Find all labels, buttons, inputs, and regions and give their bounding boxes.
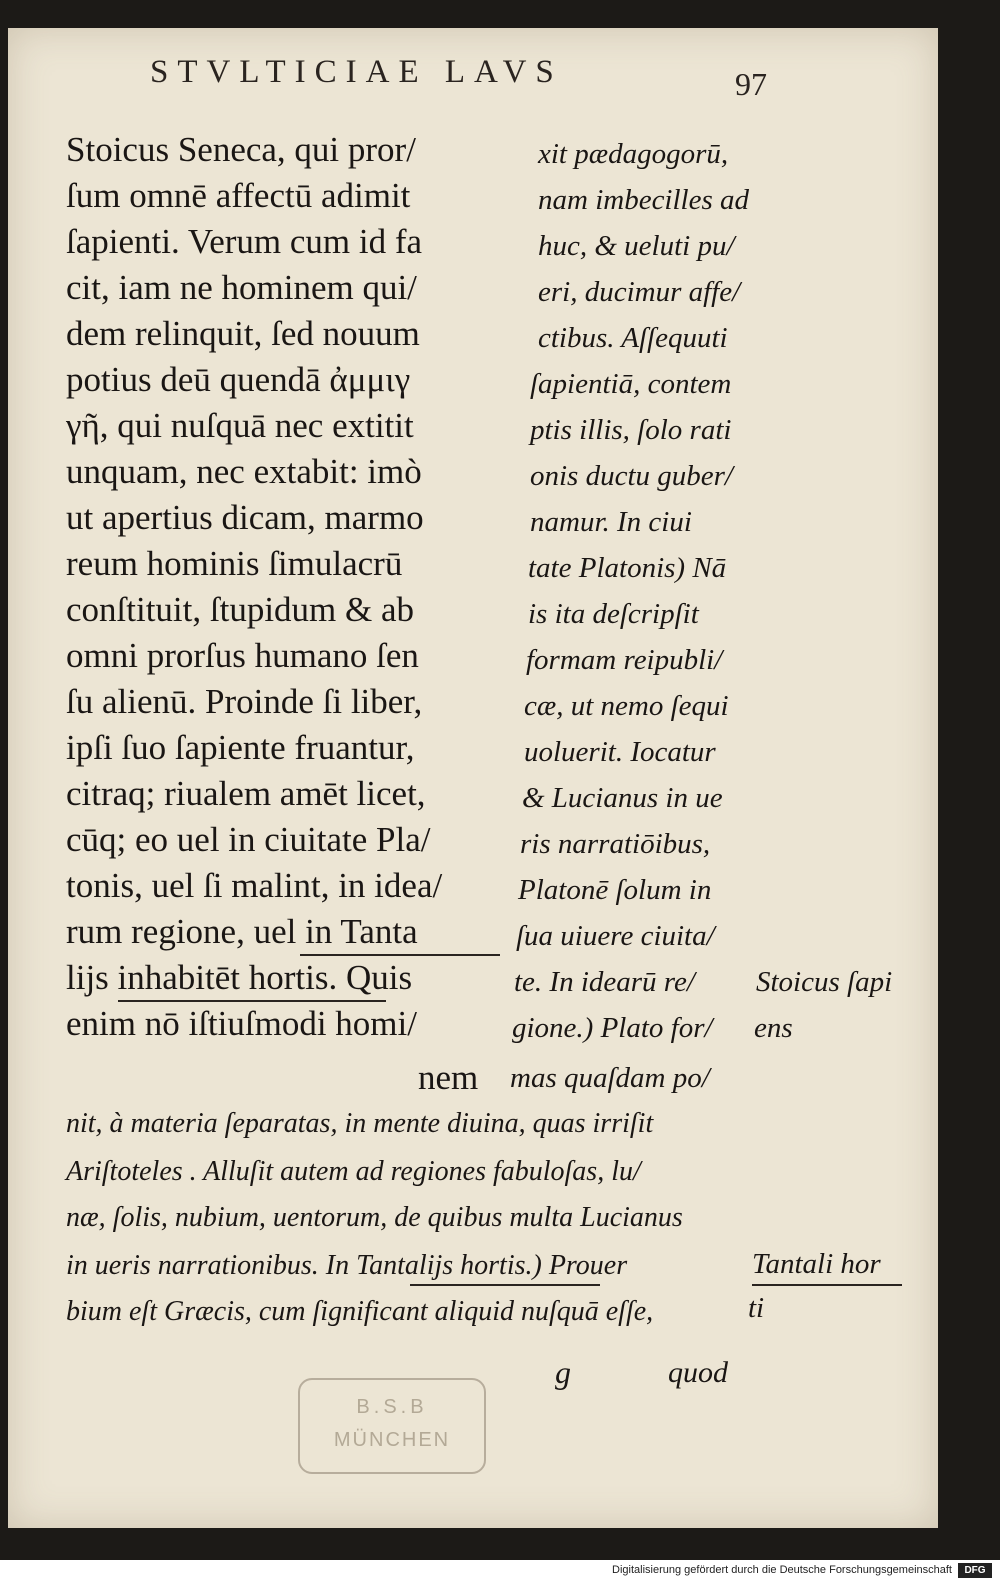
handwritten-underline (118, 1000, 386, 1002)
gloss-line: is ita deſcripſit (528, 598, 699, 630)
main-line: omni prorſus humano ſen (66, 636, 419, 675)
gloss-line: ſua uiuere ciuita/ (516, 920, 715, 952)
main-line: Stoicus Seneca, qui pror/ (66, 130, 416, 169)
footer-line: in ueris narrationibus. In Tantalijs hortis.) Prouer (66, 1250, 628, 1281)
gloss-line: onis ductu guber/ (530, 460, 733, 492)
main-line: citraq; riualem amēt licet, (66, 774, 426, 813)
main-line: rum regione, uel in Tanta (66, 912, 418, 951)
gloss-line: te. In idearū re/ (514, 966, 695, 998)
signature-mark: g (555, 1354, 571, 1390)
gloss-line: nam imbecilles ad (538, 184, 750, 216)
main-line: dem relinquit, ſed nouum (66, 314, 420, 353)
main-line: tonis, uel ſi malint, in idea/ (66, 866, 443, 905)
gloss-line: tate Platonis) Nā (528, 552, 727, 584)
main-line: γῆ, qui nuſquā nec extitit (66, 406, 414, 445)
stamp-line: MÜNCHEN (333, 1429, 451, 1451)
main-line: potius deū quendā ἀμμιγ (66, 360, 411, 399)
gloss-line: formam reipubli/ (526, 644, 723, 676)
main-line: conſtituit, ſtupidum & ab (66, 590, 415, 629)
gloss-line: ctibus. Aſſequuti (538, 322, 728, 354)
gloss-line: uoluerit. Iocatur (524, 736, 716, 768)
main-line: lijs inhabitēt hortis. Quis (66, 958, 413, 997)
margin-note: Stoicus ſapi (756, 966, 893, 998)
main-line: reum hominis ſimulacrū (66, 544, 403, 583)
footer-line: bium eſt Græcis, cum ſignificant aliquid nuſquā eſſe, (66, 1296, 654, 1327)
gloss-line: gione.) Plato for/ (512, 1012, 713, 1044)
main-line: enim nō iſtiuſmodi homi/ (66, 1004, 417, 1043)
main-line: nem (418, 1058, 479, 1097)
page-number: 97 (735, 66, 767, 102)
library-stamp (298, 1378, 486, 1474)
main-line: ut apertius dicam, marmo (66, 498, 424, 537)
gloss-line: xit pædagogorū, (538, 138, 729, 170)
gloss-line: huc, & ueluti pu/ (538, 230, 735, 262)
main-line: ſu alienū. Proinde ſi liber, (66, 682, 423, 721)
gloss-line: namur. In ciui (530, 506, 692, 538)
margin-note: ens (754, 1012, 793, 1044)
main-line: unquam, nec extabit: imò (66, 452, 422, 491)
main-line: ipſi ſuo ſapiente fruantur, (66, 728, 415, 767)
gloss-line: ptis illis, ſolo rati (530, 414, 732, 446)
catchword: quod (668, 1356, 728, 1389)
gloss-line: mas quaſdam po/ (510, 1062, 710, 1094)
main-line: cit, iam ne hominem qui/ (66, 268, 417, 307)
gloss-line: ſapientiā, contem (530, 368, 732, 400)
running-title: STVLTICIAE LAVS (150, 54, 563, 90)
footer-line: næ, ſolis, nubium, uentorum, de quibus multa Lucianus (66, 1202, 683, 1233)
handwritten-underline (300, 954, 500, 956)
funding-credit: Digitalisierung gefördert durch die Deutsche Forschungsgemeinschaft (612, 1564, 952, 1576)
dfg-logo: DFG (958, 1563, 992, 1578)
footer-line: nit, à materia ſeparatas, in mente diuina, quas irriſit (66, 1108, 654, 1139)
handwritten-underline (752, 1284, 902, 1286)
margin-note: ti (748, 1292, 765, 1324)
gloss-line: & Lucianus in ue (522, 782, 723, 814)
handwritten-underline (410, 1284, 600, 1286)
footer-line: Ariſtoteles . Alluſit autem ad regiones fabuloſas, lu/ (66, 1156, 641, 1187)
gloss-line: eri, ducimur affe/ (538, 276, 741, 308)
gloss-line: ris narratiōibus, (520, 828, 711, 860)
main-line: cūq; eo uel in ciuitate Pla/ (66, 820, 431, 859)
main-line: ſum omnē affectū adimit (66, 176, 411, 215)
margin-note: Tantali hor (752, 1248, 881, 1280)
stamp-line: B.S.B (356, 1396, 428, 1418)
gloss-line: cæ, ut nemo ſequi (524, 690, 729, 722)
gloss-line: Platonē ſolum in (518, 874, 712, 906)
main-line: ſapienti. Verum cum id fa (66, 222, 423, 261)
